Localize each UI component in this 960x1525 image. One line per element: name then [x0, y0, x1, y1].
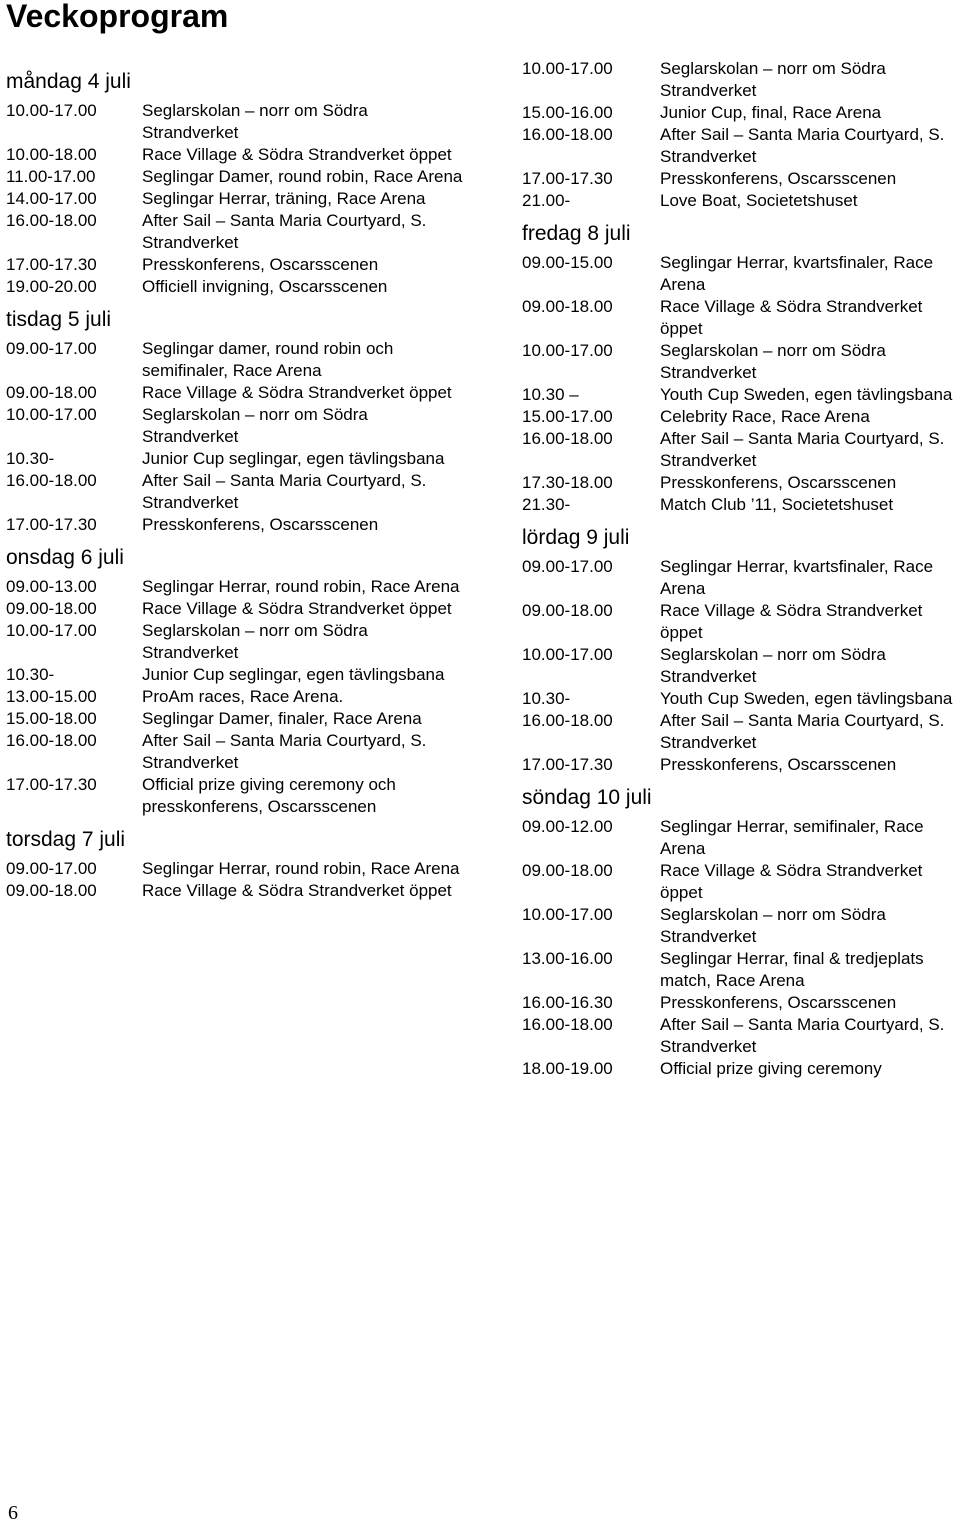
entry-description: Seglarskolan – norr om Södra Strandverket	[142, 101, 368, 142]
day-heading: onsdag 6 juli	[6, 546, 124, 569]
entry-time: 09.00-17.00	[522, 557, 613, 576]
entry-description: Youth Cup Sweden, egen tävlingsbana	[660, 385, 953, 404]
schedule-entry	[6, 188, 466, 210]
schedule-entry	[6, 686, 466, 708]
schedule-entry	[522, 948, 958, 992]
schedule-column-left	[6, 58, 466, 902]
entry-description: Seglingar damer, round robin och semifinaler, Race Arena	[142, 339, 394, 380]
schedule-entry	[6, 166, 466, 188]
entry-time: 16.00-18.00	[522, 429, 613, 448]
entry-description: Race Village & Södra Strandverket öppet	[142, 881, 452, 900]
entry-time: 10.00-17.00	[6, 405, 97, 424]
entry-description: Youth Cup Sweden, egen tävlingsbana	[660, 689, 953, 708]
schedule-entry	[6, 470, 466, 514]
entry-description: After Sail – Santa Maria Courtyard, S. Strandverket	[142, 211, 427, 252]
entry-description: Seglingar Damer, finaler, Race Arena	[142, 709, 422, 728]
schedule-entry	[6, 858, 466, 880]
entry-time: 09.00-18.00	[522, 297, 613, 316]
entry-description: Junior Cup seglingar, egen tävlingsbana	[142, 449, 445, 468]
schedule-entry	[522, 406, 958, 428]
entry-time: 16.00-18.00	[522, 125, 613, 144]
entry-description: Race Village & Södra Strandverket öppet	[142, 145, 452, 164]
entry-description: Seglarskolan – norr om Södra Strandverket	[660, 645, 886, 686]
entry-time: 16.00-18.00	[522, 1015, 613, 1034]
schedule-entry	[522, 252, 958, 296]
entry-time: 15.00-17.00	[522, 407, 613, 426]
entry-time: 11.00-17.00	[6, 167, 96, 186]
schedule-entry	[6, 382, 466, 404]
day-heading: söndag 10 juli	[522, 786, 652, 809]
entry-time: 17.00-17.30	[6, 775, 97, 794]
schedule-entry	[522, 754, 958, 776]
entry-description: Race Village & Södra Strandverket öppet	[660, 601, 923, 642]
schedule-entry	[522, 428, 958, 472]
day-section	[6, 828, 466, 902]
entry-description: Seglingar Herrar, round robin, Race Arena	[142, 859, 460, 878]
entry-description: Match Club ’11, Societetshuset	[660, 495, 894, 514]
schedule-entry	[522, 860, 958, 904]
day-section	[522, 526, 958, 776]
entry-description: Presskonferens, Oscarsscenen	[660, 755, 897, 774]
entry-description: After Sail – Santa Maria Courtyard, S. Strandverket	[660, 711, 945, 752]
entry-time: 18.00-19.00	[522, 1059, 613, 1078]
schedule-entry	[6, 448, 466, 470]
schedule-column-right	[522, 58, 958, 1080]
day-heading: måndag 4 juli	[6, 70, 131, 93]
schedule-entry	[6, 774, 466, 818]
schedule-entry	[6, 404, 466, 448]
schedule-entry	[522, 992, 958, 1014]
entry-time: 17.00-17.30	[522, 755, 613, 774]
entry-time: 19.00-20.00	[6, 277, 97, 296]
entry-description: Seglarskolan – norr om Södra Strandverket	[142, 405, 368, 446]
entry-time: 17.30-18.00	[522, 473, 613, 492]
schedule-entry	[522, 600, 958, 644]
entry-description: Presskonferens, Oscarsscenen	[660, 993, 897, 1012]
entry-time: 16.00-18.00	[6, 211, 97, 230]
schedule-entry	[6, 254, 466, 276]
entry-time: 17.00-17.30	[522, 169, 613, 188]
entry-description: Seglingar Herrar, kvartsfinaler, Race Arena	[660, 557, 934, 598]
entry-description: Seglarskolan – norr om Södra Strandverket	[660, 341, 886, 382]
entry-time: 09.00-15.00	[522, 253, 613, 272]
entry-time: 09.00-13.00	[6, 577, 97, 596]
entry-description: Seglingar Herrar, round robin, Race Arena	[142, 577, 460, 596]
entry-time: 10.00-17.00	[6, 621, 97, 640]
entry-description: After Sail – Santa Maria Courtyard, S. Strandverket	[660, 429, 945, 470]
day-section	[522, 786, 958, 1080]
schedule-entry	[6, 100, 466, 144]
schedule-entry	[6, 514, 466, 536]
schedule-entry	[522, 644, 958, 688]
schedule-entry	[522, 58, 958, 102]
entry-time: 09.00-12.00	[522, 817, 613, 836]
schedule-entry	[522, 384, 958, 406]
entry-description: Officiell invigning, Oscarsscenen	[142, 277, 388, 296]
schedule-entry	[6, 144, 466, 166]
entry-time: 10.30-	[522, 689, 571, 708]
entry-description: Official prize giving ceremony och presskonferens, Oscarsscenen	[142, 775, 396, 816]
entry-time: 09.00-17.00	[6, 859, 97, 878]
entry-time: 16.00-18.00	[6, 731, 97, 750]
entry-description: After Sail – Santa Maria Courtyard, S. Strandverket	[660, 1015, 945, 1056]
schedule-entry	[522, 1014, 958, 1058]
schedule-entry	[6, 880, 466, 902]
entry-time: 10.00-17.00	[522, 59, 613, 78]
schedule-entry	[522, 340, 958, 384]
schedule-entry	[6, 576, 466, 598]
day-heading: tisdag 5 juli	[6, 308, 112, 331]
schedule-entry	[522, 168, 958, 190]
day-section	[522, 222, 958, 516]
entry-time: 10.00-17.00	[522, 341, 613, 360]
entry-description: ProAm races, Race Arena.	[142, 687, 344, 706]
schedule-entry	[522, 710, 958, 754]
entry-description: After Sail – Santa Maria Courtyard, S. Strandverket	[142, 731, 427, 772]
entry-time: 10.30-	[6, 665, 55, 684]
schedule-entry	[522, 124, 958, 168]
schedule-entry	[522, 296, 958, 340]
entry-description: Seglarskolan – norr om Södra Strandverket	[660, 905, 886, 946]
entry-time: 21.30-	[522, 495, 571, 514]
entry-description: Junior Cup seglingar, egen tävlingsbana	[142, 665, 445, 684]
day-heading: torsdag 7 juli	[6, 828, 126, 851]
entry-time: 21.00-	[522, 191, 571, 210]
day-heading: lördag 9 juli	[522, 526, 630, 549]
entry-time: 10.00-17.00	[6, 101, 97, 120]
entry-description: Seglarskolan – norr om Södra Strandverket	[142, 621, 368, 662]
entry-description: Seglingar Damer, round robin, Race Arena	[142, 167, 463, 186]
entry-description: Seglingar Herrar, final & tredjeplats match, Race Arena	[660, 949, 924, 990]
entry-description: Presskonferens, Oscarsscenen	[142, 515, 379, 534]
entry-description: Seglarskolan – norr om Södra Strandverket	[660, 59, 886, 100]
day-heading: fredag 8 juli	[522, 222, 631, 245]
entry-time: 17.00-17.30	[6, 255, 97, 274]
day-section	[6, 70, 466, 298]
entry-time: 16.00-18.00	[522, 711, 613, 730]
entry-time: 09.00-18.00	[6, 599, 97, 618]
entry-time: 17.00-17.30	[6, 515, 97, 534]
entry-description: Presskonferens, Oscarsscenen	[660, 473, 897, 492]
schedule-entry	[522, 688, 958, 710]
entry-time: 09.00-18.00	[522, 861, 613, 880]
entry-time: 10.00-17.00	[522, 905, 613, 924]
entry-description: Seglingar Herrar, kvartsfinaler, Race Arena	[660, 253, 934, 294]
schedule-entry	[6, 338, 466, 382]
page-number: 6	[8, 1502, 18, 1524]
entry-description: Official prize giving ceremony	[660, 1059, 882, 1078]
entry-time: 16.00-16.30	[522, 993, 613, 1012]
entry-description: Love Boat, Societetshuset	[660, 191, 858, 210]
entry-description: Seglingar Herrar, semifinaler, Race Arena	[660, 817, 924, 858]
entry-time: 10.30 –	[522, 385, 579, 404]
entry-time: 09.00-18.00	[6, 383, 97, 402]
schedule-entry	[522, 556, 958, 600]
day-section	[6, 546, 466, 818]
entry-description: Presskonferens, Oscarsscenen	[660, 169, 897, 188]
schedule-entry	[6, 664, 466, 686]
entry-time: 09.00-18.00	[522, 601, 613, 620]
entry-description: Junior Cup, final, Race Arena	[660, 103, 882, 122]
entry-time: 14.00-17.00	[6, 189, 97, 208]
entry-description: Race Village & Södra Strandverket öppet	[660, 861, 923, 902]
schedule-entry	[6, 730, 466, 774]
entry-description: Race Village & Södra Strandverket öppet	[142, 383, 452, 402]
entry-description: Seglingar Herrar, träning, Race Arena	[142, 189, 426, 208]
schedule-entry	[522, 494, 958, 516]
schedule-entry	[522, 904, 958, 948]
entry-description: Celebrity Race, Race Arena	[660, 407, 870, 426]
entry-time: 10.30-	[6, 449, 55, 468]
entry-time: 09.00-18.00	[6, 881, 97, 900]
entry-time: 15.00-18.00	[6, 709, 97, 728]
schedule-entry	[6, 598, 466, 620]
schedule-entry	[522, 816, 958, 860]
entry-description: Race Village & Södra Strandverket öppet	[660, 297, 923, 338]
schedule-entry	[522, 190, 958, 212]
entry-time: 15.00-16.00	[522, 103, 613, 122]
day-section	[522, 58, 958, 212]
entry-time: 16.00-18.00	[6, 471, 97, 490]
entry-time: 10.00-17.00	[522, 645, 613, 664]
entry-description: Presskonferens, Oscarsscenen	[142, 255, 379, 274]
entry-time: 13.00-15.00	[6, 687, 97, 706]
schedule-entry	[522, 472, 958, 494]
entry-description: After Sail – Santa Maria Courtyard, S. Strandverket	[142, 471, 427, 512]
schedule-entry	[522, 102, 958, 124]
page-title: Veckoprogram	[6, 0, 229, 34]
entry-description: Race Village & Södra Strandverket öppet	[142, 599, 452, 618]
schedule-entry	[6, 210, 466, 254]
schedule-entry	[6, 708, 466, 730]
entry-time: 13.00-16.00	[522, 949, 613, 968]
schedule-entry	[6, 620, 466, 664]
entry-time: 10.00-18.00	[6, 145, 97, 164]
entry-description: After Sail – Santa Maria Courtyard, S. Strandverket	[660, 125, 945, 166]
entry-time: 09.00-17.00	[6, 339, 97, 358]
day-section	[6, 308, 466, 536]
schedule-entry	[522, 1058, 958, 1080]
schedule-entry	[6, 276, 466, 298]
